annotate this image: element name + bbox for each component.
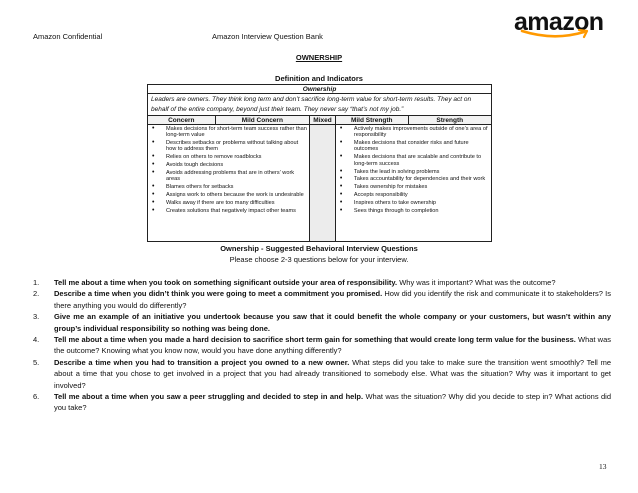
list-item: • Blames others for setbacks <box>152 184 307 190</box>
list-item: • Relies on others to remove roadblocks <box>152 154 307 160</box>
list-item: • Takes accountability for dependencies and their work <box>340 176 489 182</box>
questions-title: Ownership - Suggested Behavioral Interview Questions <box>220 244 418 253</box>
list-item: • Takes the lead in solving problems <box>340 169 489 175</box>
question-followup: What was the situation? Why did you decide to step in? What actions did you take? <box>54 392 611 413</box>
question-prompt: Tell me about a time when you made a hard decision to sacrifice short term gain for something that would create long term value for the business. <box>54 335 576 345</box>
list-item: • Makes decisions that are scalable and contribute to long-term success <box>340 154 489 167</box>
amazon-logo-wordmark: amazon <box>514 8 604 36</box>
question-item <box>33 311 611 334</box>
header-document-title: Amazon Interview Question Bank <box>212 32 323 41</box>
concern-list <box>152 126 307 214</box>
question-number: 6. <box>33 392 40 402</box>
question-prompt: Describe a time when you didn’t think you were going to meet a commitment you promised. <box>54 289 383 299</box>
question-item <box>33 288 611 311</box>
page-number: 13 <box>599 462 607 471</box>
question-item <box>33 277 611 288</box>
list-item: • Actively makes improvements outside of one’s area of responsibility <box>340 126 489 139</box>
list-item: • Takes ownership for mistakes <box>340 184 489 190</box>
question-prompt: Give me an example of an initiative you undertook because you saw that it could benefit the whole company or your customers, but wasn’t within any group’s individual responsibility so nothing was being done. <box>54 312 611 333</box>
strength-list <box>340 126 489 214</box>
strength-cell <box>336 125 491 241</box>
question-item <box>33 334 611 357</box>
column-header-mixed: Mixed <box>310 116 336 124</box>
question-item <box>33 357 611 391</box>
mixed-cell <box>310 125 336 241</box>
column-header-mild-strength: Mild Strength <box>336 116 409 124</box>
table-header-row <box>148 116 491 125</box>
list-item: • Avoids addressing problems that are in others’ work areas <box>152 170 307 183</box>
list-item: • Sees things through to completion <box>340 208 489 214</box>
question-prompt: Tell me about a time when you took on something significant outside your area of responsibility. <box>54 278 398 287</box>
question-number: 2. <box>33 289 40 299</box>
amazon-smile-icon <box>518 29 594 40</box>
question-followup: How did you identify the risk and communicate it to stakeholders? Is there anything you would do differently? <box>54 289 611 310</box>
definition-title: Definition and Indicators <box>275 74 363 83</box>
question-number: 1. <box>33 278 40 287</box>
list-item: • Walks away if there are too many difficulties <box>152 200 307 206</box>
amazon-logo <box>514 8 614 40</box>
question-followup: What steps did you take to make sure the transition went smoothly? Tell me about a time that you chose to get involved in a project that you had already transitioned to somebody else. What was the situation? Why was it important to get involved? <box>54 357 612 390</box>
list-item: • Inspires others to take ownership <box>340 200 489 206</box>
list-item: • Avoids tough decisions <box>152 162 307 168</box>
question-item <box>33 391 611 414</box>
column-header-concern: Concern <box>148 116 216 124</box>
ownership-indicator-table <box>147 84 492 242</box>
ownership-definition: Leaders are owners. They think long term and don’t sacrifice long-term value for short-term results. They act on behalf of the entire company, beyond just their team. They never say “that’s not my job.” <box>148 94 491 116</box>
question-prompt: Describe a time when you had to transition a project you owned to a new owner. <box>54 357 350 367</box>
question-number: 5. <box>33 357 40 367</box>
section-title: OWNERSHIP <box>295 53 343 62</box>
list-item: • Accepts responsibility <box>340 192 489 198</box>
question-list <box>33 277 611 414</box>
question-number: 3. <box>33 312 40 322</box>
questions-subtitle: Please choose 2-3 questions below for your interview. <box>229 255 409 264</box>
list-item: • Makes decisions that consider risks and future outcomes <box>340 140 489 153</box>
list-item: • Describes setbacks or problems without talking about how to address them <box>152 140 307 153</box>
header-confidential-label: Amazon Confidential <box>33 32 103 41</box>
question-number: 4. <box>33 335 40 345</box>
question-followup: Why was it important? What was the outcome? <box>397 278 556 287</box>
column-header-strength: Strength <box>436 117 464 124</box>
list-item: • Makes decisions for short-term team success rather than long-term value <box>152 126 307 139</box>
table-caption: Ownership <box>148 85 491 94</box>
table-body-row <box>148 125 491 241</box>
question-prompt: Tell me about a time when you saw a peer struggling and decided to step in and help. <box>54 392 364 402</box>
column-header-mild-concern: Mild Concern <box>216 116 310 124</box>
question-followup: What was the outcome? Knowing what you know now, would you have done anything differently? <box>54 335 611 356</box>
concern-cell <box>148 125 310 241</box>
list-item: • Assigns work to others because the work is undesirable <box>152 192 307 198</box>
list-item: • Creates solutions that negatively impact other teams <box>152 208 307 214</box>
